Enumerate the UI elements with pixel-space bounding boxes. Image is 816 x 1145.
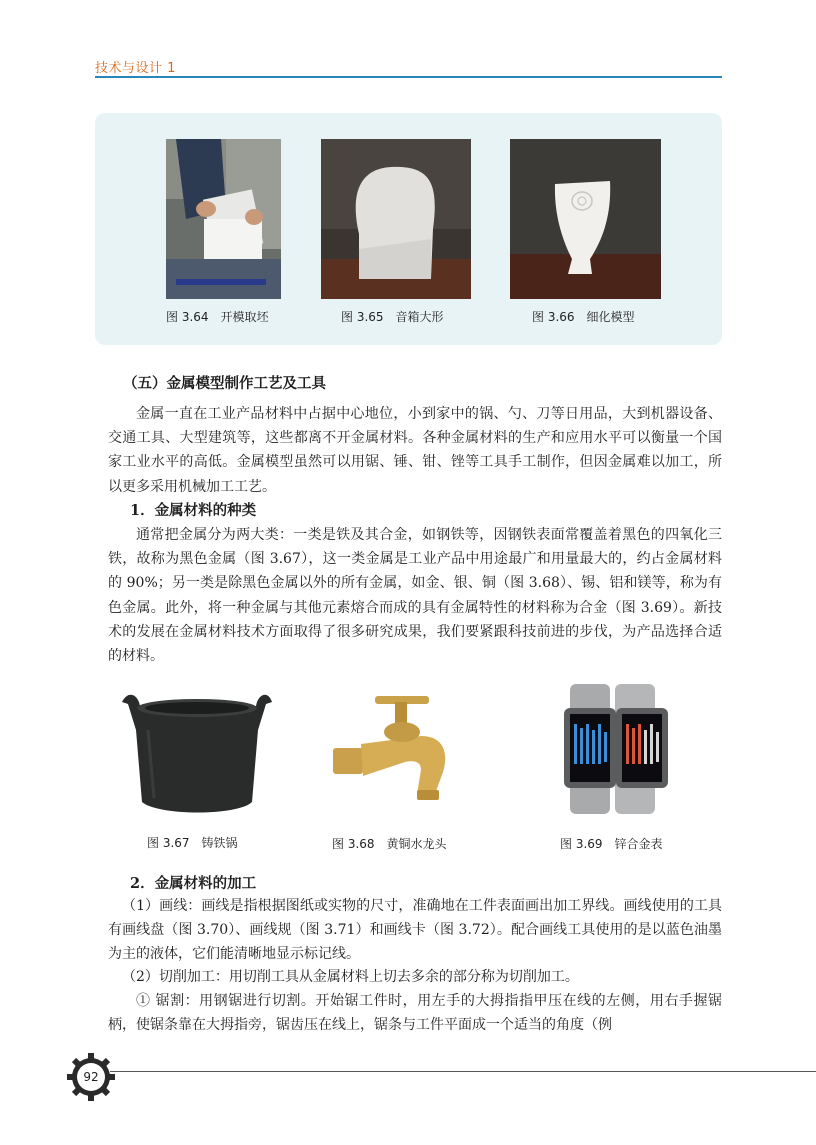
figure-3-66-photo [510,139,661,299]
figure-3-64-caption [166,308,269,325]
figure-caption-text: 开模取坯 [220,310,269,324]
figure-caption-text: 细化模型 [586,310,635,324]
figure-3-65-caption [341,308,444,325]
figure-3-67-caption [147,834,238,851]
figure-number: 图 3.66 [532,310,575,324]
figure-3-67-photo [118,680,276,820]
figure-caption-text: 音箱大形 [395,310,444,324]
figure-3-64-photo [166,139,281,299]
figure-3-69-photo [560,680,670,818]
figure-3-68-photo [325,690,455,815]
figure-caption-text: 锌合金表 [614,837,663,851]
subheading-metal-processing: 2．金属材料的加工 [130,875,257,892]
paragraph-sawing: ① 锯割：用钢锯进行切割。开始锯工件时，用左手的大拇指指甲压在线的左侧，用右手握锯柄，使锯条靠在大拇指旁，锯齿压在线上，锯条与工件平面成一个适当的角度（例 [108,993,722,1034]
paragraph-cutting: （2）切削加工：用切削工具从金属材料上切去多余的部分称为切削加工。 [122,969,579,985]
running-header: 技术与设计 1 [95,61,176,76]
figure-number: 图 3.69 [560,837,603,851]
figure-3-66-caption [532,308,635,325]
figure-3-65-photo [321,139,471,299]
page-number: 92 [83,1070,99,1084]
figure-caption-text: 铸铁锅 [201,836,238,850]
figure-3-69-caption [560,835,663,852]
section-heading: （五）金属模型制作工艺及工具 [123,376,326,392]
figure-3-68-caption [332,835,447,852]
header-rule [95,76,722,78]
figure-caption-text: 黄铜水龙头 [386,837,447,851]
figure-number: 图 3.67 [147,836,190,850]
figure-number: 图 3.65 [341,310,384,324]
paragraph-intro: 金属一直在工业产品材料中占据中心地位，小到家中的锅、勺、刀等日用品，大到机器设备、交通工具、大型建筑等，这些都离不开金属材料。各种金属材料的生产和应用水平可以衡量一个国家工业水平的高低。金属模型虽然可以用锯、锤、钳、锉等工具手工制作，但因金属难以加工，所以更多采用机械加工工艺。 [108,406,722,495]
paragraph-marking: （1）画线：画线是指根据图纸或实物的尺寸，准确地在工件表面画出加工界线。画线使用的工具有画线盘（图 3.70）、画线规（图 3.71）和画线卡（图 3.72）。配合画线工具使用的是以蓝色油墨为主的液体，它们能清晰地显示标记线。 [108,898,722,963]
subheading-metal-types: 1．金属材料的种类 [130,502,257,519]
footer-rule [110,1071,816,1072]
paragraph-metal-types: 通常把金属分为两大类：一类是铁及其合金，如钢铁等，因钢铁表面常覆盖着黑色的四氧化三铁，故称为黑色金属（图 3.67），这一类金属是工业产品中用途最广和用量最大的，约占金属材料的 90%；另一类是除黑色金属以外的所有金属，如金、银、铜（图 3.68）、锡、铝和镁等，称为有色金属。此外，将一种金属与其他元素熔合而成的具有金属特性的材料称为合金（图 3.69）。新技术的发展在金属材料技术方面取得了很多研究成果，我们要紧跟科技前进的步伐，为产品选择合适的材料。 [108,527,722,665]
figure-number: 图 3.64 [166,310,209,324]
figure-number: 图 3.68 [332,837,375,851]
